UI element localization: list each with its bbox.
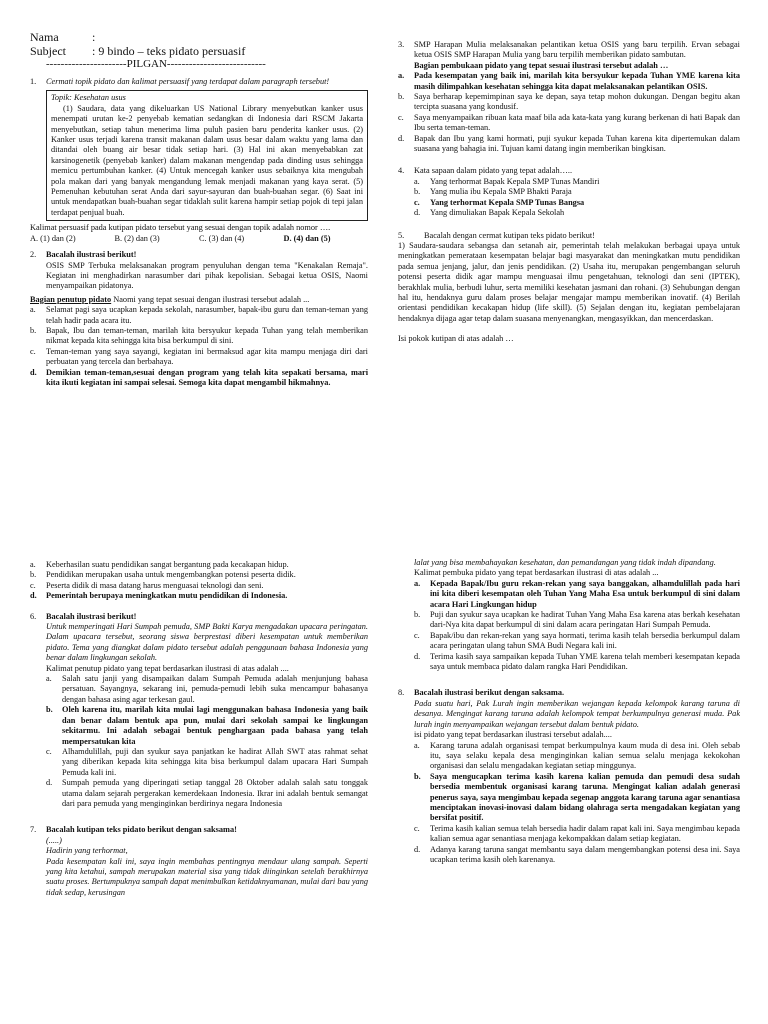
option-a[interactable] [30,305,368,326]
option-text: Pada kesempatan yang baik ini, marilah kita bersyukur kepada Tuhan YME karena kita masih dilimpahkan kesehatan sehingga kita dapat melaksanakan pelantikan OSIS. [414,71,740,91]
option-d[interactable] [414,208,740,218]
question-1 [30,77,368,244]
option-b[interactable] [30,570,368,580]
option-letter: a. [46,674,52,684]
option-b[interactable] [414,610,740,631]
option-c[interactable] [30,581,368,591]
option-text: Demikian teman-teman,sesuai dengan program yang telah kita sepakati bersama, mari kita ikuti kegiatan ini sampai selesai. Semoga kita dapat mengambil hikmahnya. [46,367,368,387]
option-letter: c. [414,197,420,207]
option-letter: b. [30,570,37,580]
question-4 [398,166,740,218]
question-1-prompt-row [30,77,368,87]
subject-row [30,44,368,58]
blank-line: (.....) [46,835,62,845]
illustration-text: Untuk memperingati Hari Sumpah pemuda, SMP Bakti Karya mengadakan upacara peringatan. Dalam upacara tersebut, seorang siswa berprestasi diberi kesempatan untuk memberikan pidato. Tema yang diangkat dalam pidato tersebut adalah penggunaan bahasa Indonesia yang benar dalam lingkungan sekolah. [46,622,368,663]
option-c[interactable] [414,631,740,652]
option-letter: b. [30,325,37,335]
page1-left-column [30,30,368,388]
option-b[interactable] [414,187,740,197]
question-number: 8. [398,688,405,698]
option-a[interactable] [414,741,740,772]
question-number: 1. [30,77,37,86]
question-stem [30,295,368,305]
question-7 [30,825,368,898]
illustration-text: OSIS SMP Terbuka melaksanakan program penyuluhan dengan tema "Kenakalan Remaja". Kegiatan ini menghadirkan narasumber dari pihak kepolisian. Sebagai ketua OSIS, Naomi menyampaikan pidatonya. [46,260,368,291]
option-text: Saya mengucapkan terima kasih karena kalian pemuda dan pemudi desa sudah bersedia membentuk organisasi karang taruna. Mengingat kalian adalah generasi penerus saya, saya mengimbau kepada segenap anggota karang taruna agar senantiasa menciptakan inovasi-inovasi dalam bidang olahraga serta mengadakan kegiatan yang bersifat positif. [430,771,740,823]
option-c[interactable] [398,113,740,134]
option-letter: a. [398,71,405,81]
question-number: 4. [398,166,405,176]
option-letter: b. [414,187,421,197]
option-text: Selamat pagi saya ucapkan kepada sekolah, narasumber, bapak-ibu guru dan teman-teman yang telah hadir pada acara itu. [46,305,368,325]
section-heading-pilgan: ----------------------PILGAN--------------------------- [46,58,266,70]
worksheet-page-2 [0,540,768,1024]
option-letter: c. [30,346,36,356]
option-letter: a. [30,305,36,315]
option-text: Terima kasih kalian semua telah bersedia hadir dalam rapat kali ini. Saya mengimbau kepada kalian semua agar senantiasa menjaga kekompakkan dalam setiap kegiatan. [430,823,740,844]
option-text: Oleh karena itu, marilah kita mulai lagi menggunakan bahasa Indonesia yang baik dan benar dalam bentuk apa pun, mulai dari sekolah sampai ke lingkungan sekitarmu. Ini adalah sebagai bentuk penghargaan pada bahasa yang telah mempersatukan kita [62,705,368,746]
name-separator: : [92,30,96,44]
option-d[interactable] [414,845,740,866]
option-b[interactable] [46,705,368,747]
option-a[interactable] [46,674,368,705]
name-row [30,30,368,44]
option-b[interactable]: B. (2) dan (3) [114,233,160,243]
page1-right-column [398,40,740,345]
option-c[interactable] [414,198,740,208]
question-title: Bacalah ilustrasi berikut dengan saksama. [414,688,565,698]
option-d[interactable]: D. (4) dan (5) [283,233,331,243]
subject-label: Subject [30,44,66,58]
option-letter: b. [414,610,421,620]
option-text: Pendidikan merupakan usaha untuk mengembangkan potensi peserta didik. [46,570,296,580]
option-c[interactable] [414,824,740,845]
option-d[interactable] [46,778,368,809]
passage-box [46,90,368,221]
question-stem: isi pidato yang tepat berdasarkan ilustrasi tersebut adalah.... [414,730,612,740]
option-text: Saya berharap kepemimpinan saya ke depan, saya tetap mohon dukungan. Dengan begitu akan tercipta suasana yang kondusif. [414,92,740,112]
question-5 [398,231,740,345]
option-c[interactable]: C. (3) dan (4) [199,233,245,243]
question-8-title-row [398,688,740,698]
option-a[interactable] [398,71,740,92]
stem-emphasis: Bagian penutup pidato [30,294,112,304]
option-text: Yang terhormat Bapak Kepala SMP Tunas Mandiri [430,176,600,186]
option-b[interactable] [398,92,740,113]
option-a[interactable] [414,579,740,610]
question-stem: Isi pokok kutipan di atas adalah … [398,334,514,344]
option-a[interactable]: A. (1) dan (2) [30,233,76,243]
question-prompt: Cermati topik pidato dan kalimat persuasif yang terdapat dalam paragraph tersebut! [46,77,330,86]
question-title: Bacalah ilustrasi berikut! [46,250,137,260]
option-letter: a. [414,176,420,186]
question-title: Bacalah ilustrasi berikut! [46,611,137,621]
option-letter: c. [46,746,52,756]
page2-left-column [30,560,368,898]
option-a[interactable] [30,560,368,570]
page2-right-column [398,558,740,865]
question-3 [398,40,740,154]
question-number: 5. [398,230,405,240]
option-letter: c. [30,580,36,590]
question-6-title-row [30,612,368,622]
option-text: Terima kasih saya sampaikan kepada Tuhan YME karena telah memberi kesempatan kepada saya untuk membaca pidato dalam rangka Hari Pendidikan. [430,651,740,672]
question-4-stem-row [398,166,740,176]
option-letter: a. [414,740,420,750]
question-number: 7. [30,825,37,835]
question-number: 3. [398,40,405,49]
stem-rest: Naomi yang tepat sesuai dengan ilustrasi tersebut adalah ... [111,294,310,304]
question-number: 2. [30,250,37,260]
option-letter: b. [46,705,53,715]
option-letter: b. [414,771,421,781]
option-letter: d. [414,844,421,854]
option-letter: b. [398,92,405,102]
option-d[interactable] [30,591,368,601]
question-2-title-row [30,250,368,260]
question-stem: Kalimat penutup pidato yang tepat berdasarkan ilustrasi di atas adalah .... [46,663,289,673]
option-text: Bapak, Ibu dan teman-teman, marilah kita bersyukur kepada Tuhan yang telah memberikan nikmat kepada kita sehingga kita bisa berkumpul di sini. [46,325,368,346]
option-letter: c. [414,630,420,640]
option-text: Yang mulia ibu Kepala SMP Bhakti Paraja [430,187,572,197]
question-6 [30,612,368,810]
question-3-text-row [398,40,740,61]
question-title: Bacalah dengan cermat kutipan teks pidato berikut! [424,230,595,240]
option-letter: d. [30,367,37,377]
option-text: Karang taruna adalah organisasi tempat berkumpulnya kaum muda di desa ini. Oleh sebab itu, saya selaku kepala desa menginginkan kalian semua selalu menjaga kekokohan organisasi dan selalu mengadakan kegiatan setiap minggunya. [430,740,740,771]
option-text: Pemerintah berupaya meningkatkan mutu pendidikan di Indonesia. [46,591,288,601]
option-letter: a. [30,560,36,569]
option-text: Yang dimuliakan Bapak Kepala Sekolah [430,208,565,218]
option-b[interactable] [30,326,368,347]
question-5-title-row [398,231,740,241]
option-d[interactable] [30,368,368,389]
option-text: Puji dan syukur saya ucapkan ke hadirat Tuhan Yang Maha Esa karena atas berkah kesehatan dari-Nya kita dapat berkumpul di sini dalam acara peringatan Hari Sumpah Pemuda. [430,610,740,630]
option-b[interactable] [414,772,740,824]
option-letter: d. [414,651,421,661]
question-7-title-row [30,825,368,835]
option-d[interactable] [398,134,740,155]
option-text: Keberhasilan suatu pendidikan sangat bergantung pada kecakapan hidup. [46,560,289,569]
option-text: Adanya karang taruna sangat membantu saya dalam mengembangkan potensi desa ini. Saya ucapkan terima kasih oleh karenanya. [430,844,740,864]
name-label: Nama [30,30,59,44]
option-text: Bapak dan Ibu yang kami hormati, puji syukur kepada Tuhan karena kita dipertemukan dalam suasana yang bahagia ini. Tujuan kami datang ingin memberikan bingkisan. [414,133,740,154]
option-text: Bapak/ibu dan rekan-rekan yang saya hormati, terima kasih telah bersedia berkumpul dalam acara peringatan ulang tahun SMA Budi Negara kali ini. [430,630,740,651]
option-text: Yang terhormat Kepala SMP Tunas Bangsa [430,197,585,207]
option-text: Sumpah pemuda yang diperingati setiap tanggal 28 Oktober adalah salah satu tonggak utama dalam sejarah pergerakan kemerdekaan Indonesia. Ikrar ini adalah bentuk semangat dari para pemuda yang menginginkan berdirinya negara Indonesia [62,778,368,808]
option-text: Kepada Bapak/Ibu guru rekan-rekan yang saya banggakan, alhamdulillah pada hari ini kita diberi kesempatan oleh Tuhan Yang Maha Esa untuk berkumpul di sini dalam acara Hari Lingkungan hidup [430,578,740,609]
option-text: Teman-teman yang saya sayangi, kegiatan ini bermaksud agar kita mampu menjaga diri dari perbuatan yang tercela dan berbahaya. [46,346,368,367]
option-letter: a. [414,578,421,588]
illustration-text: SMP Harapan Mulia melaksanakan pelantikan ketua OSIS yang baru terpilih. Ervan sebagai ketua OSIS SMP Harapan Mulia yang baru terpilih memberikan pidato sambutan. [414,40,740,60]
passage-text: (1) Saudara, data yang dikeluarkan US National Library menyebutkan kanker usus menempati urutan ke-2 penyebab kematian sedangkan di Indonesia dari RSCM Jakarta menyebutkan, setiap tahun menerima lima puluh pasien baru penderita kanker usus. (2) Kanker usus terjadi karena transit makanan dalam usus besar dalam waktu yang lama dan ditandai oleh buang air besar tidak setiap hari. (3) Hal ini akan menyebabkan zat karsinogenetik (penyebab kanker) dalam makanan mengendap pada dinding usus sehingga memicu pertumbuhan kanker. (4) Untuk mencegah kanker usus sebaiknya kita mengubah pola makan dari yang banyak mengandung lemak menjadi makanan yang kaya serat. (5) Pemenuhan kebutuhan serat Anda dari sayur-sayuran dan buah-buahan segar. (6) Saat ini untuk mendapatkan buah-buahan segar tidaklah sulit karena hampir setiap pojok di tepi jalan terdapat penjual buah. [51,103,363,217]
option-d[interactable] [414,652,740,673]
option-text: Alhamdulillah, puji dan syukur saya panjatkan ke hadirat Allah SWT atas rahmat sehat yang diberikan kepada kita sehingga kita bisa berkumpul dalam upacara Hari Sumpah Pemuda kali ini. [62,746,368,777]
option-letter: d. [30,591,37,601]
option-c[interactable] [46,747,368,778]
answer-options [30,234,368,244]
question-stem: Kalimat persuasif pada kutipan pidato tersebut yang sesuai dengan topik adalah nomor …. [30,223,331,233]
question-2 [30,250,368,388]
option-letter: c. [398,112,404,122]
question-stem: Kalimat pembuka pidato yang tepat berdasarkan ilustrasi di atas adalah ... [414,568,659,578]
question-8 [398,688,740,865]
option-letter: d. [398,133,405,143]
option-text: Peserta didik di masa datang harus menguasai teknologi dan seni. [46,580,264,590]
option-letter: d. [46,778,53,788]
question-stem: Kata sapaan dalam pidato yang tepat adalah….. [414,166,573,176]
passage-topic: Topik: Kesehatan usus [51,93,126,103]
option-a[interactable] [414,177,740,187]
greeting-line: Hadirin yang terhormat, [46,846,128,856]
subject-value: : 9 bindo – teks pidato persuasif [92,44,246,58]
option-text: Salah satu janji yang disampaikan dalam Sumpah Pemuda adalah menjunjung bahasa persatuan. Sayangnya, sekarang ini, pemuda-pemudi lebih suka mencampur bahasanya dengan bahasa asing agar terkesan gaul. [62,674,368,704]
passage-text: 1) Saudara-saudara sebangsa dan setanah air, pemerintah telah melakukan berbagai upaya untuk meningkatkan pemerataan kesempatan belajar bagi masyarakat dan meningkatkan mutu pendidikan pada semua jenjang, jalur, dan jenis pendidikan. (2) Usaha itu, merupakan pengembangan seluruh potensi peserta didik agar mampu menguasai ilmu pengetahuan, teknologi dan seni (IPTEK), berakhlak mulia, berbudi luhur, serta memiliki kesehatan jasmani dan rohani. (3) Sehubungan dengan hal itu, hendaknya guru dalam proses belajar mengajar mampu memberikan inovatif. (4) Berilah orientasi pendidikan kecakapan hidup (life skill). (5) Sejalan dengan itu, kegiatan pembelajaran hendaknya dijaga agar tetap dalam suasana menyenangkan, mengasyikkan, dan mencerdaskan. [398,240,740,323]
option-letter: c. [414,823,420,833]
passage-text: Pada kesempatan kali ini, saya ingin membahas pentingnya mendaur ulang sampah. Seperti yang kita ketahui, sampah merupakan material sisa yang tidak diinginkan setelah berakhirnya suatu proses. Bertumpuknya sampah dapat menimbulkan ketidaknyamanan, mulai dari bau yang tidak sedap, kerusingan [46,856,368,897]
option-c[interactable] [30,347,368,368]
illustration-text: Pada suatu hari, Pak Lurah ingin memberikan wejangan kepada kelompok karang taruna di desanya. Mengingat karang taruna adalah kelompok tempat berkumpulnya generasi muda. Pak lurah ingin menyampaikan wejangan tersebut dalam bentuk pidato. [414,698,740,729]
option-text: Saya menyampaikan ribuan kata maaf bila ada kata-kata yang kurang berkenan di hati Bapak dan Ibu serta teman-teman. [414,112,740,133]
passage-continued: lalat yang bisa membahayakan kesehatan, dan pemandangan yang tidak indah dipandang. [414,558,716,567]
question-number: 6. [30,611,37,621]
option-letter: d. [414,208,421,218]
question-title: Bacalah kutipan teks pidato berikut dengan saksama! [46,825,237,835]
question-stem: Bagian pembukaan pidato yang tepat sesuai ilustrasi tersebut adalah … [414,60,669,70]
